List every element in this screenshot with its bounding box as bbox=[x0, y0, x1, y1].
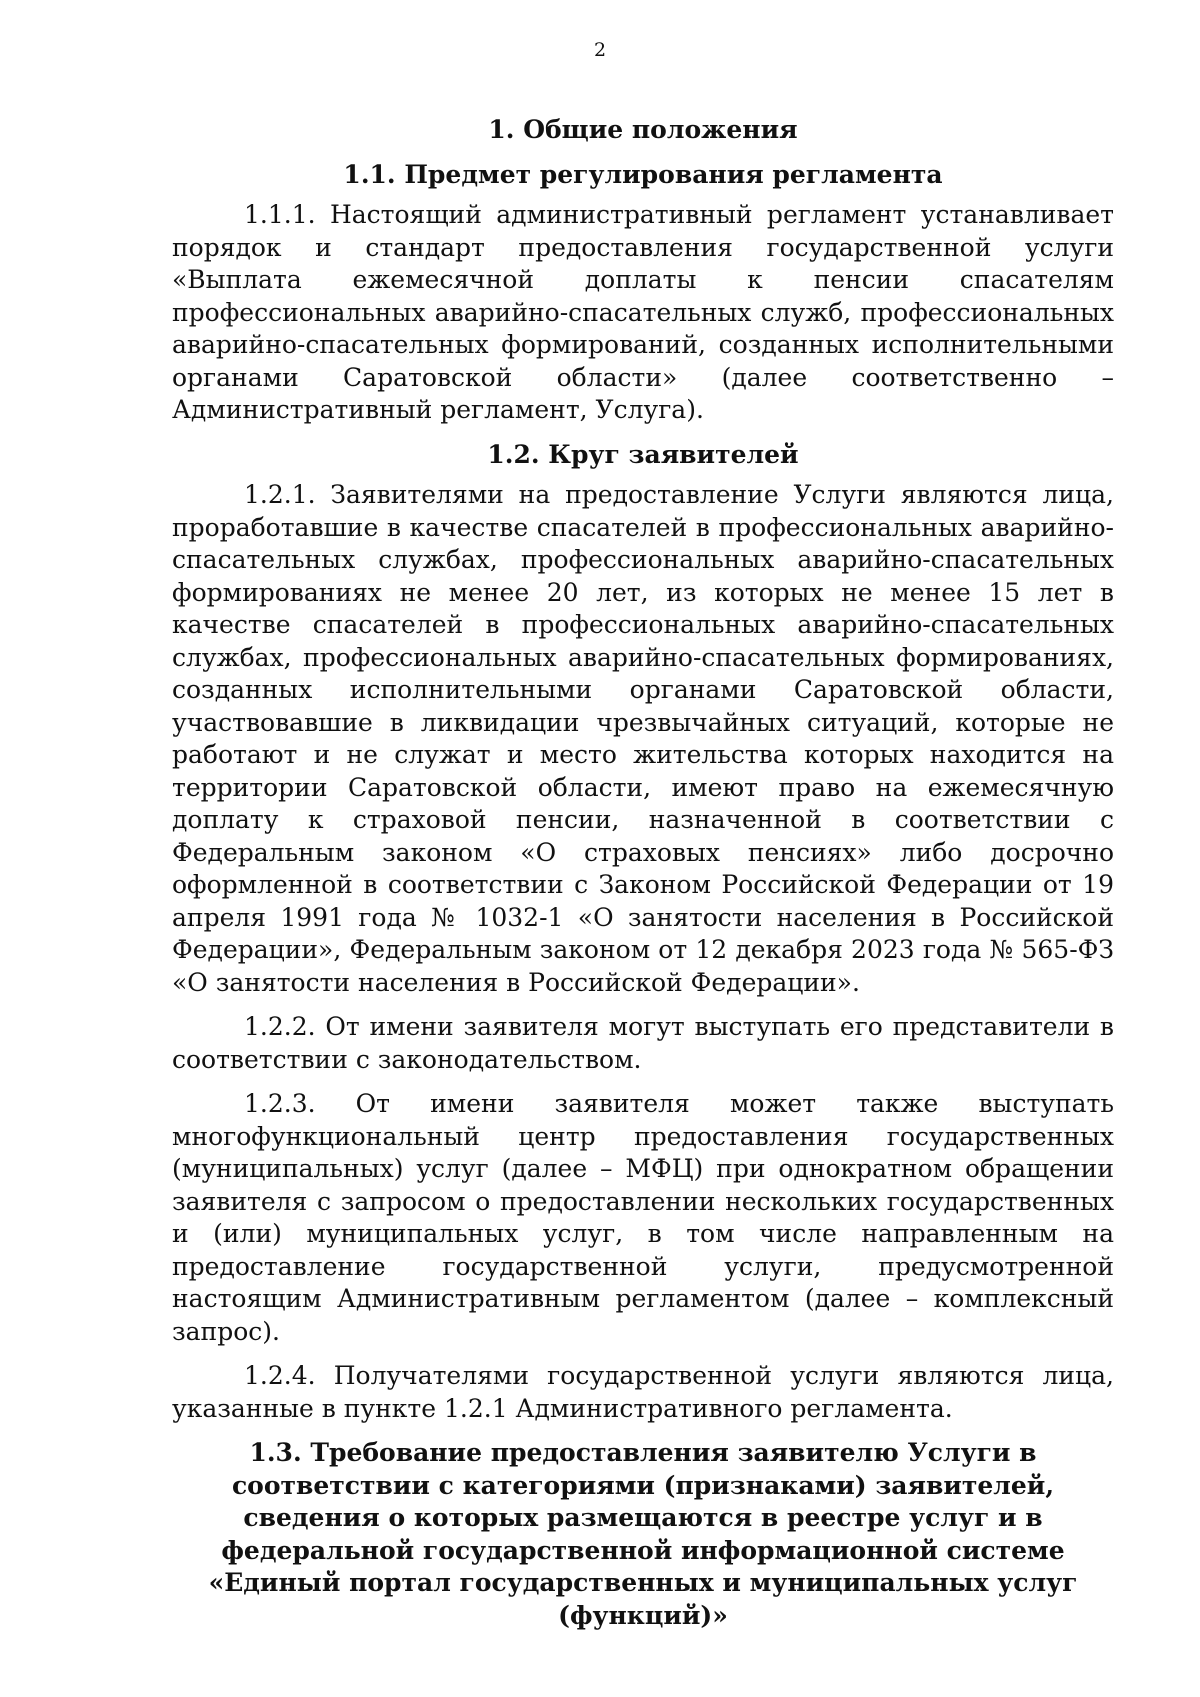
page-number: 2 bbox=[593, 39, 607, 61]
section-1-2-heading: 1.2. Круг заявителей bbox=[487, 439, 799, 469]
paragraph-1-2-1: 1.2.1. Заявителями на предоставление Услуги являются лица, проработавшие в качестве спасателей в профессиональных аварийно-спасательных службах, профессиональных аварийно-спасательных формированиях не менее 20 лет, из которых не менее 15 лет в качестве спасателей в профессиональных аварийно-спасательных службах, профессиональных аварийно-спасательных формированиях, созданных исполнительными органами Саратовской области, участвовавшие в ликвидации чрезвычайных ситуаций, которые не работают и не служат и место жительства которых находится на территории Саратовской области, имеют право на ежемесячную доплату к страховой пенсии, назначенной в соответствии с Федеральным законом «О страховых пенсиях» либо досрочно оформленной в соответствии с Законом Российской Федерации от 19 апреля 1991 года № 1032-1 «О занятости населения в Российской Федерации», Федеральным законом от 12 декабря 2023 года № 565-ФЗ «О занятости населения в Российской Федерации». bbox=[172, 480, 1114, 997]
paragraph-1-2-2: 1.2.2. От имени заявителя могут выступать его представители в соответствии с законодательством. bbox=[172, 1012, 1114, 1074]
section-1-heading: 1. Общие положения bbox=[488, 115, 798, 144]
section-1-1-heading: 1.1. Предмет регулирования регламента bbox=[343, 159, 943, 189]
section-1-3-heading: 1.3. Требование предоставления заявителю Услуги в соответствии с категориями (признаками) заявителей, сведения о которых размещаются в реестре услуг и в федеральной государственной информационной системе «Единый портал государственных и муниципальных услуг (функций)» bbox=[208, 1438, 1078, 1630]
document-body bbox=[172, 114, 1114, 1644]
paragraph-1-2-3: 1.2.3. От имени заявителя может также выступать многофункциональный центр предоставления государственных (муниципальных) услуг (далее – МФЦ) при однократном обращении заявителя с запросом о предоставлении нескольких государственных и (или) муниципальных услуг, в том числе направленным на предоставление государственной услуги, предусмотренной настоящим Административным регламентом (далее – комплексный запрос). bbox=[172, 1089, 1114, 1346]
paragraph-1-1-1: 1.1.1. Настоящий административный регламент устанавливает порядок и стандарт предоставления государственной услуги «Выплата ежемесячной доплаты к пенсии спасателям профессиональных аварийно-спасательных служб, профессиональных аварийно-спасательных формирований, созданных исполнительными органами Саратовской области» (далее соответственно – Административный регламент, Услуга). bbox=[172, 200, 1114, 424]
paragraph-1-2-4: 1.2.4. Получателями государственной услуги являются лица, указанные в пункте 1.2.1 Административного регламента. bbox=[172, 1361, 1114, 1423]
